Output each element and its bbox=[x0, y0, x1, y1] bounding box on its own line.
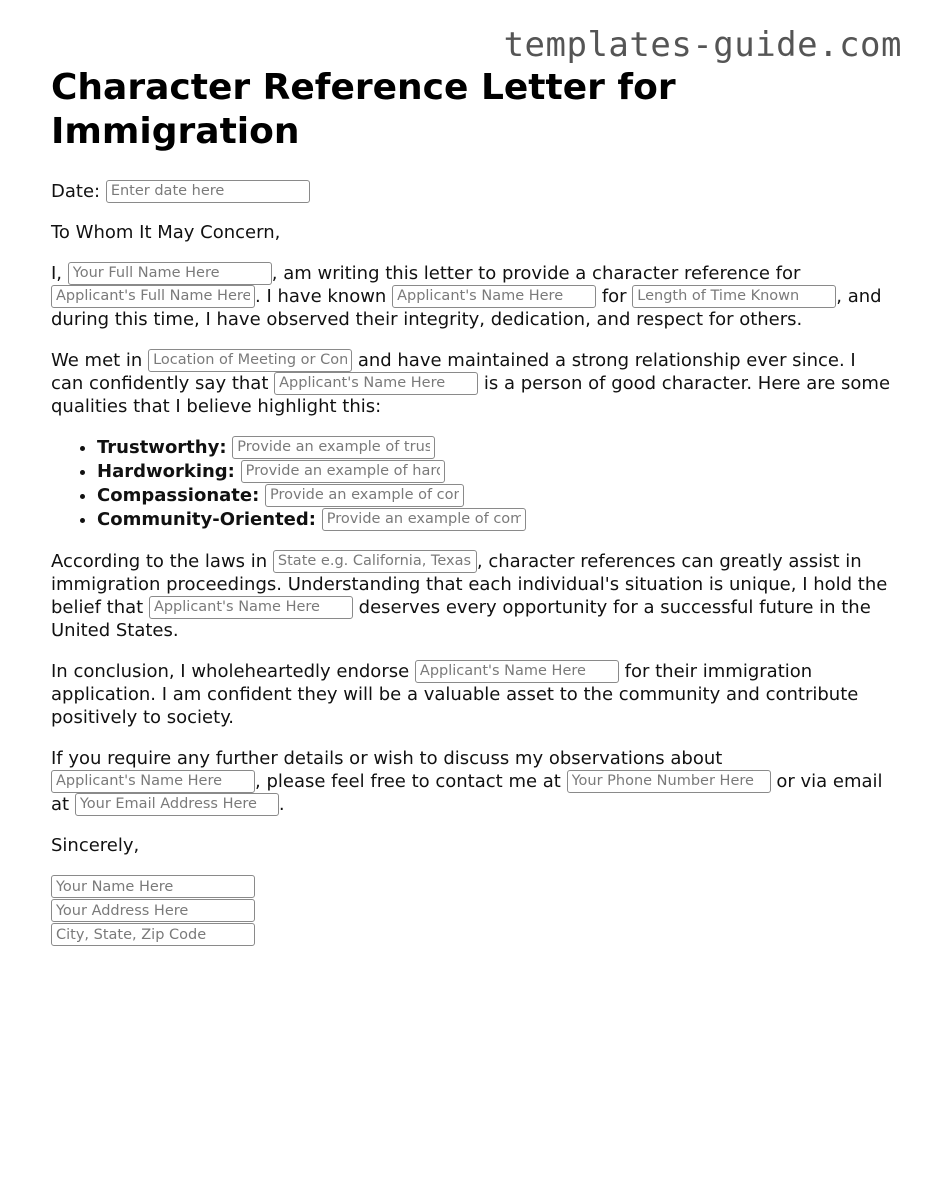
conclusion-text: for their immigration application. I am confident they will be a valuable asset to the community and contribute positively to society. bbox=[51, 661, 859, 728]
date-line bbox=[51, 180, 891, 203]
quality-label: Trustworthy: bbox=[97, 437, 227, 458]
quality-item bbox=[97, 484, 891, 508]
quality-item bbox=[97, 508, 891, 532]
community-example-input[interactable] bbox=[322, 508, 526, 531]
applicant-name-input[interactable] bbox=[149, 596, 353, 619]
applicant-name-input[interactable] bbox=[51, 770, 255, 793]
applicant-name-input[interactable] bbox=[415, 660, 619, 683]
intro-prefix: I, bbox=[51, 263, 63, 284]
signer-city-input[interactable] bbox=[51, 923, 255, 946]
site-watermark: templates-guide.com bbox=[503, 25, 902, 65]
intro-text-4: , and during this time, I have observed their integrity, dedication, and respect for others. bbox=[51, 286, 882, 330]
state-input[interactable] bbox=[273, 550, 477, 573]
paragraph-conclusion bbox=[51, 660, 891, 729]
intro-text-3: for bbox=[601, 286, 627, 307]
paragraph-introduction bbox=[51, 262, 891, 331]
applicant-name-input[interactable] bbox=[392, 285, 596, 308]
trustworthy-example-input[interactable] bbox=[232, 436, 435, 459]
date-label: Date: bbox=[51, 181, 101, 202]
contact-prefix: If you require any further details or wish to discuss my observations about bbox=[51, 748, 723, 769]
laws-text-2: deserves every opportunity for a successful future in the United States. bbox=[51, 597, 871, 641]
closing: Sincerely, bbox=[51, 835, 140, 856]
letter-title: Character Reference Letter for Immigration bbox=[51, 67, 676, 152]
applicant-full-name-input[interactable] bbox=[51, 285, 255, 308]
quality-label: Compassionate: bbox=[97, 485, 260, 506]
email-address-input[interactable] bbox=[75, 793, 279, 816]
qualities-list bbox=[51, 436, 891, 532]
compassionate-example-input[interactable] bbox=[265, 484, 464, 507]
quality-item bbox=[97, 460, 891, 484]
paragraph-laws bbox=[51, 550, 891, 642]
quality-label: Community-Oriented: bbox=[97, 509, 316, 530]
date-input[interactable] bbox=[106, 180, 310, 203]
laws-prefix: According to the laws in bbox=[51, 551, 268, 572]
conclusion-prefix: In conclusion, I wholeheartedly endorse bbox=[51, 661, 410, 682]
contact-text-3: . bbox=[278, 794, 285, 815]
salutation: To Whom It May Concern, bbox=[51, 222, 281, 243]
contact-text-2: or via email at bbox=[51, 771, 883, 815]
length-known-input[interactable] bbox=[632, 285, 836, 308]
quality-item bbox=[97, 436, 891, 460]
intro-text-1: , am writing this letter to provide a character reference for bbox=[271, 263, 801, 284]
laws-text-1: , character references can greatly assist in immigration proceedings. Understanding that each individual's situation is unique, I hold the belief that bbox=[51, 551, 888, 618]
paragraph-meeting bbox=[51, 349, 891, 418]
letter-page bbox=[51, 66, 891, 947]
contact-text-1: , please feel free to contact me at bbox=[255, 771, 561, 792]
applicant-name-input[interactable] bbox=[274, 372, 478, 395]
meeting-location-input[interactable] bbox=[148, 349, 352, 372]
hardworking-example-input[interactable] bbox=[241, 460, 445, 483]
phone-number-input[interactable] bbox=[567, 770, 771, 793]
writer-full-name-input[interactable] bbox=[68, 262, 272, 285]
quality-label: Hardworking: bbox=[97, 461, 235, 482]
signer-name-input[interactable] bbox=[51, 875, 255, 898]
meeting-prefix: We met in bbox=[51, 350, 143, 371]
paragraph-contact bbox=[51, 747, 891, 816]
meeting-text-2: is a person of good character. Here are some qualities that I believe highlight this: bbox=[51, 373, 891, 417]
meeting-text-1: and have maintained a strong relationship ever since. I can confidently say that bbox=[51, 350, 856, 394]
signer-address-input[interactable] bbox=[51, 899, 255, 922]
intro-text-2: . I have known bbox=[255, 286, 387, 307]
signature-block bbox=[51, 875, 891, 946]
